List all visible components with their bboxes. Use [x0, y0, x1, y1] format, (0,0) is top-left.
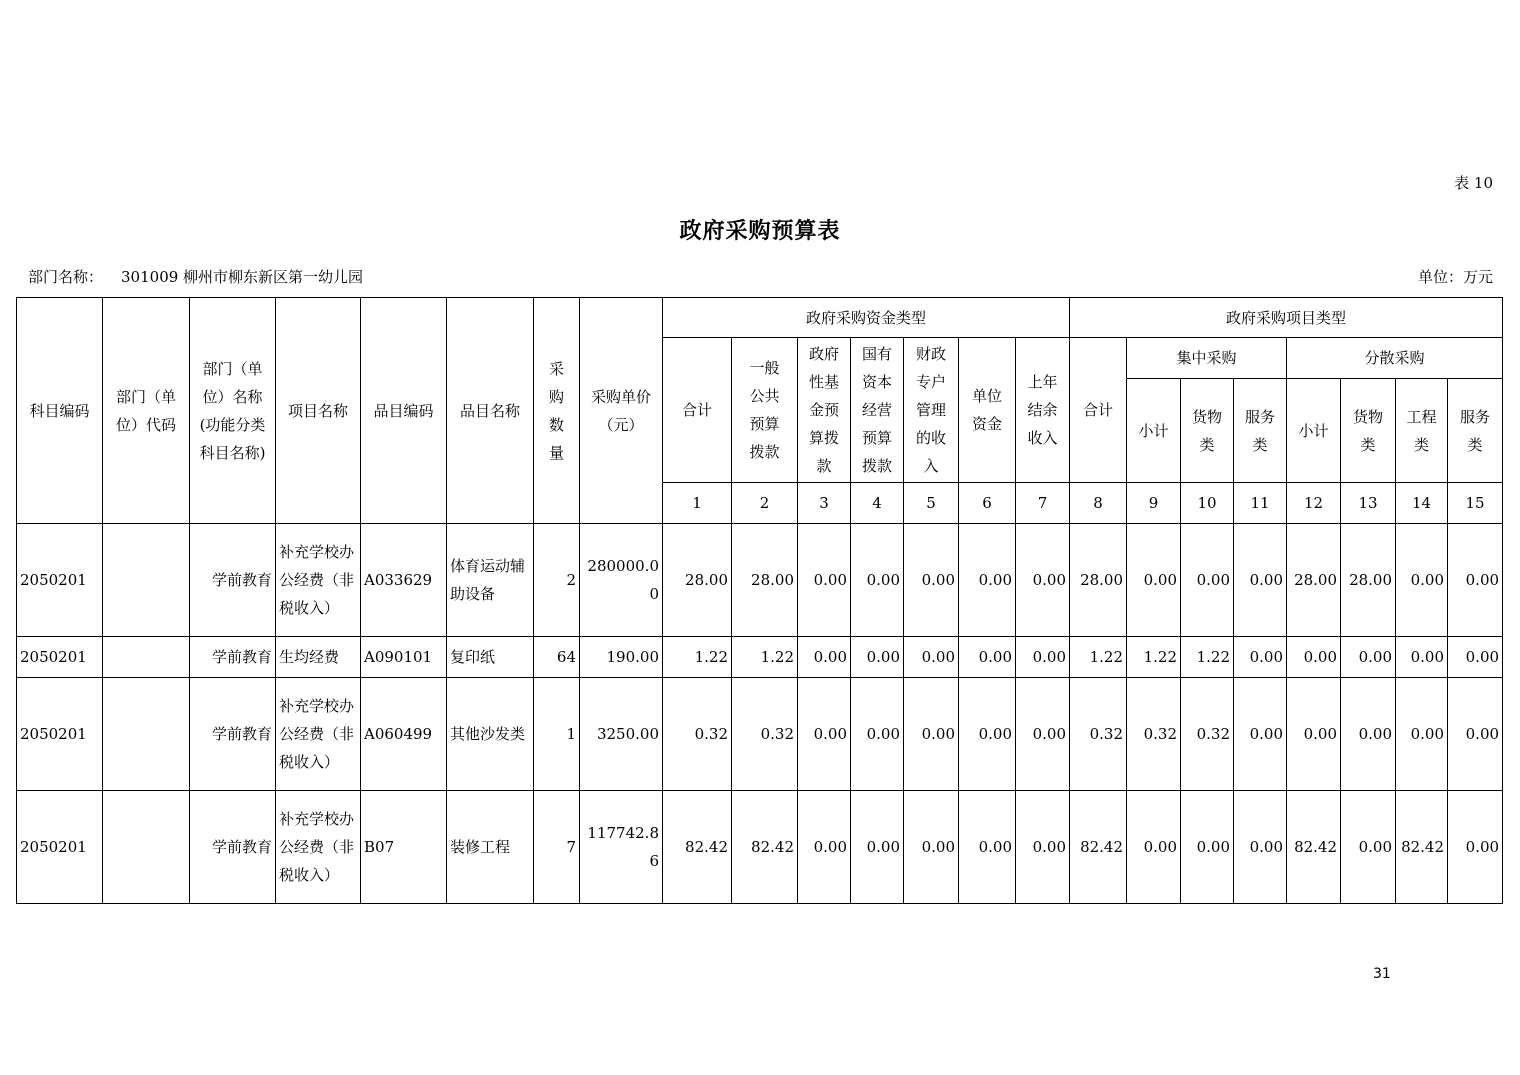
value-cell: 0.00: [1341, 678, 1396, 791]
column-number: 11: [1234, 483, 1287, 524]
value-cell: 0.00: [959, 791, 1016, 904]
value-cell: 1.22: [1127, 637, 1181, 678]
subject-code-cell: 2050201: [17, 637, 103, 678]
header-central-service: 服务类: [1234, 379, 1287, 483]
column-number: 3: [798, 483, 851, 524]
project-name-cell: 补充学校办公经费（非税收入）: [276, 791, 361, 904]
value-cell: 0.00: [959, 637, 1016, 678]
value-cell: 0.00: [1448, 637, 1503, 678]
header-dispersed-goods: 货物类: [1341, 379, 1396, 483]
value-cell: 82.42: [663, 791, 732, 904]
data-rows: [17, 524, 1503, 904]
header-fund-special: 财政专户管理的收入: [904, 338, 959, 483]
dept-code-cell: [103, 791, 190, 904]
column-number: 7: [1016, 483, 1070, 524]
column-number: 9: [1127, 483, 1181, 524]
dept-code-cell: [103, 524, 190, 637]
header-dept-code: 部门（单位）代码: [103, 298, 190, 524]
value-cell: 0.00: [798, 637, 851, 678]
header-central: 集中采购: [1127, 338, 1287, 379]
header-fund-gov: 政府性基金预算拨款: [798, 338, 851, 483]
header-qty: 采购数量: [534, 298, 580, 524]
table-row: [17, 791, 1503, 904]
item-code-cell: A060499: [361, 678, 447, 791]
value-cell: 28.00: [1341, 524, 1396, 637]
column-number: 1: [663, 483, 732, 524]
header-fund-state: 国有资本经营预算拨款: [851, 338, 904, 483]
value-cell: 0.00: [904, 791, 959, 904]
value-cell: 0.00: [904, 524, 959, 637]
item-name-cell: 体育运动辅助设备: [447, 524, 534, 637]
value-cell: 0.32: [663, 678, 732, 791]
value-cell: 0.00: [1181, 524, 1234, 637]
table-row: [17, 678, 1503, 791]
item-code-cell: B07: [361, 791, 447, 904]
value-cell: 0.00: [851, 637, 904, 678]
value-cell: 0.00: [1234, 524, 1287, 637]
table-row: [17, 524, 1503, 637]
value-cell: 0.00: [1181, 791, 1234, 904]
value-cell: 0.00: [1234, 637, 1287, 678]
value-cell: 0.00: [1448, 791, 1503, 904]
item-code-cell: A090101: [361, 637, 447, 678]
value-cell: 82.42: [1396, 791, 1448, 904]
qty-cell: 7: [534, 791, 580, 904]
value-cell: 0.32: [1127, 678, 1181, 791]
unit-price-cell: 190.00: [580, 637, 663, 678]
unit-label: 单位：万元: [1417, 268, 1493, 286]
value-cell: 1.22: [663, 637, 732, 678]
header-dispersed-works: 工程类: [1396, 379, 1448, 483]
header-project-name: 项目名称: [276, 298, 361, 524]
table-row: [17, 637, 1503, 678]
subject-code-cell: 2050201: [17, 678, 103, 791]
header-project-type: 政府采购项目类型: [1070, 298, 1503, 338]
item-name-cell: 装修工程: [447, 791, 534, 904]
value-cell: 0.00: [1016, 637, 1070, 678]
subject-code-cell: 2050201: [17, 791, 103, 904]
dept-name-cell: 学前教育: [190, 791, 276, 904]
value-cell: 0.00: [798, 791, 851, 904]
header-fund-general: 一般公共预算拨款: [732, 338, 798, 483]
value-cell: 0.00: [1396, 637, 1448, 678]
dept-name-cell: 学前教育: [190, 678, 276, 791]
header-fund-carryover: 上年结余收入: [1016, 338, 1070, 483]
project-name-cell: 补充学校办公经费（非税收入）: [276, 524, 361, 637]
dept-name-cell: 学前教育: [190, 524, 276, 637]
value-cell: 0.00: [1234, 678, 1287, 791]
dept-code-cell: [103, 637, 190, 678]
unit-price-cell: 3250.00: [580, 678, 663, 791]
value-cell: 0.00: [1127, 524, 1181, 637]
department-value: 301009 柳州市柳东新区第一幼儿园: [121, 268, 364, 286]
value-cell: 82.42: [1287, 791, 1341, 904]
value-cell: 0.00: [1127, 791, 1181, 904]
column-number: 12: [1287, 483, 1341, 524]
value-cell: 0.00: [1287, 678, 1341, 791]
header-proj-total: 合计: [1070, 338, 1127, 483]
unit-price-cell: 280000.00: [580, 524, 663, 637]
value-cell: 28.00: [1287, 524, 1341, 637]
item-name-cell: 复印纸: [447, 637, 534, 678]
column-number: 5: [904, 483, 959, 524]
value-cell: 0.00: [1396, 678, 1448, 791]
department-line: [28, 266, 363, 287]
unit-price-cell: 117742.86: [580, 791, 663, 904]
value-cell: 0.00: [1341, 791, 1396, 904]
column-number: 13: [1341, 483, 1396, 524]
value-cell: 0.00: [1448, 678, 1503, 791]
value-cell: 28.00: [663, 524, 732, 637]
header-dispersed-service: 服务类: [1448, 379, 1503, 483]
table-number: 表 10: [1454, 174, 1493, 192]
qty-cell: 1: [534, 678, 580, 791]
value-cell: 0.00: [798, 678, 851, 791]
value-cell: 0.00: [1448, 524, 1503, 637]
header-row-1: [17, 298, 1503, 338]
header-subject-code: 科目编码: [17, 298, 103, 524]
value-cell: 1.22: [1181, 637, 1234, 678]
column-number: 8: [1070, 483, 1127, 524]
column-number: 15: [1448, 483, 1503, 524]
value-cell: 0.32: [732, 678, 798, 791]
value-cell: 0.32: [1070, 678, 1127, 791]
column-number: 10: [1181, 483, 1234, 524]
header-dept-name: 部门（单位）名称(功能分类科目名称): [190, 298, 276, 524]
value-cell: 0.00: [1016, 524, 1070, 637]
procurement-budget-table: [16, 297, 1503, 904]
value-cell: 0.32: [1181, 678, 1234, 791]
value-cell: 0.00: [1287, 637, 1341, 678]
value-cell: 0.00: [1016, 678, 1070, 791]
value-cell: 28.00: [1070, 524, 1127, 637]
value-cell: 0.00: [798, 524, 851, 637]
value-cell: 0.00: [851, 678, 904, 791]
header-item-name: 品目名称: [447, 298, 534, 524]
value-cell: 82.42: [1070, 791, 1127, 904]
header-unit-price: 采购单价（元）: [580, 298, 663, 524]
dept-name-cell: 学前教育: [190, 637, 276, 678]
value-cell: 0.00: [851, 524, 904, 637]
department-label: 部门名称：: [28, 268, 104, 286]
subject-code-cell: 2050201: [17, 524, 103, 637]
value-cell: 0.00: [1341, 637, 1396, 678]
header-dispersed-subtotal: 小计: [1287, 379, 1341, 483]
value-cell: 0.00: [1234, 791, 1287, 904]
column-number: 6: [959, 483, 1016, 524]
column-number: 4: [851, 483, 904, 524]
qty-cell: 2: [534, 524, 580, 637]
item-code-cell: A033629: [361, 524, 447, 637]
header-fund-unit: 单位资金: [959, 338, 1016, 483]
value-cell: 0.00: [851, 791, 904, 904]
item-name-cell: 其他沙发类: [447, 678, 534, 791]
document-title: 政府采购预算表: [679, 218, 841, 244]
header-fund-type: 政府采购资金类型: [663, 298, 1070, 338]
project-name-cell: 补充学校办公经费（非税收入）: [276, 678, 361, 791]
page-number: 31: [1373, 966, 1391, 982]
value-cell: 0.00: [1016, 791, 1070, 904]
value-cell: 0.00: [959, 678, 1016, 791]
column-number: 14: [1396, 483, 1448, 524]
dept-code-cell: [103, 678, 190, 791]
value-cell: 28.00: [732, 524, 798, 637]
value-cell: 1.22: [732, 637, 798, 678]
value-cell: 0.00: [959, 524, 1016, 637]
value-cell: 82.42: [732, 791, 798, 904]
value-cell: 0.00: [904, 637, 959, 678]
column-number: 2: [732, 483, 798, 524]
project-name-cell: 生均经费: [276, 637, 361, 678]
header-central-goods: 货物类: [1181, 379, 1234, 483]
header-dispersed: 分散采购: [1287, 338, 1503, 379]
value-cell: 0.00: [1396, 524, 1448, 637]
qty-cell: 64: [534, 637, 580, 678]
value-cell: 0.00: [904, 678, 959, 791]
value-cell: 1.22: [1070, 637, 1127, 678]
header-item-code: 品目编码: [361, 298, 447, 524]
header-fund-total: 合计: [663, 338, 732, 483]
header-central-subtotal: 小计: [1127, 379, 1181, 483]
